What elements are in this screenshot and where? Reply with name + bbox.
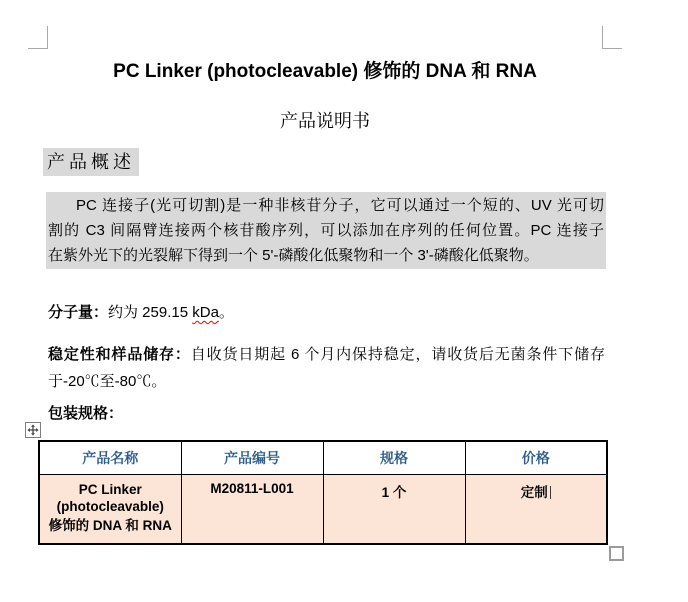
page-title: PC Linker (photocleavable) 修饰的 DNA 和 RNA xyxy=(113,61,537,82)
table-header-row xyxy=(39,441,607,474)
overview-paragraph xyxy=(46,192,606,269)
product-table xyxy=(38,440,608,545)
molecular-weight-value: 约为 259.15 xyxy=(108,304,193,321)
cell-spec: 1 个 xyxy=(323,474,465,544)
stability-text: 自收货日期起 6 个月内保持稳定，请收货后无菌条件下储存于-20℃至-80℃。 xyxy=(48,346,605,390)
packaging-label: 包装规格： xyxy=(48,405,124,422)
table-resize-handle[interactable] xyxy=(609,546,624,561)
product-name-line: (photocleavable) xyxy=(56,498,164,514)
crop-mark-top-left xyxy=(28,48,48,49)
crop-mark-top-right xyxy=(602,48,622,49)
paragraph-line: 在紫外光下的光裂解下得到一个 5'-磷酸化低聚物和一个 3'-磷酸化低聚物。 xyxy=(48,247,539,264)
paragraph-line: PC 连接子(光可切割)是一种非核苷分子，它可以通过一个短的、UV 光可切 xyxy=(76,197,604,214)
table-move-handle[interactable] xyxy=(25,422,41,438)
cell-price[interactable] xyxy=(465,474,607,544)
table-header-spec: 规格 xyxy=(323,441,465,474)
crop-mark-top-left xyxy=(47,26,48,49)
text-cursor xyxy=(550,486,551,499)
cell-product-name xyxy=(39,474,181,544)
price-text: 定制 xyxy=(520,484,548,500)
molecular-weight-line xyxy=(48,302,234,324)
molecular-weight-suffix: 。 xyxy=(218,304,234,321)
molecular-weight-unit: kDa xyxy=(192,304,219,321)
move-icon xyxy=(27,424,39,436)
table-header-price: 价格 xyxy=(465,441,607,474)
cell-product-code: M20811-L001 xyxy=(181,474,323,544)
crop-mark-top-right xyxy=(602,26,603,49)
molecular-weight-label: 分子量： xyxy=(48,304,109,321)
paragraph-line: 割的 C3 间隔臂连接两个核苷酸序列，可以添加在序列的任何位置。PC 连接子 xyxy=(48,222,604,239)
stability-line xyxy=(48,341,605,395)
table-row xyxy=(39,474,607,544)
stability-label: 稳定性和样品储存： xyxy=(48,346,191,363)
page-subtitle: 产品说明书 xyxy=(280,111,370,131)
section-heading-overview: 产品概述 xyxy=(43,148,139,176)
table-header-product-code: 产品编号 xyxy=(181,441,323,474)
table-header-product-name: 产品名称 xyxy=(39,441,181,474)
product-name-line: PC Linker xyxy=(78,481,142,497)
product-name-line: 修饰的 DNA 和 RNA xyxy=(48,517,172,533)
